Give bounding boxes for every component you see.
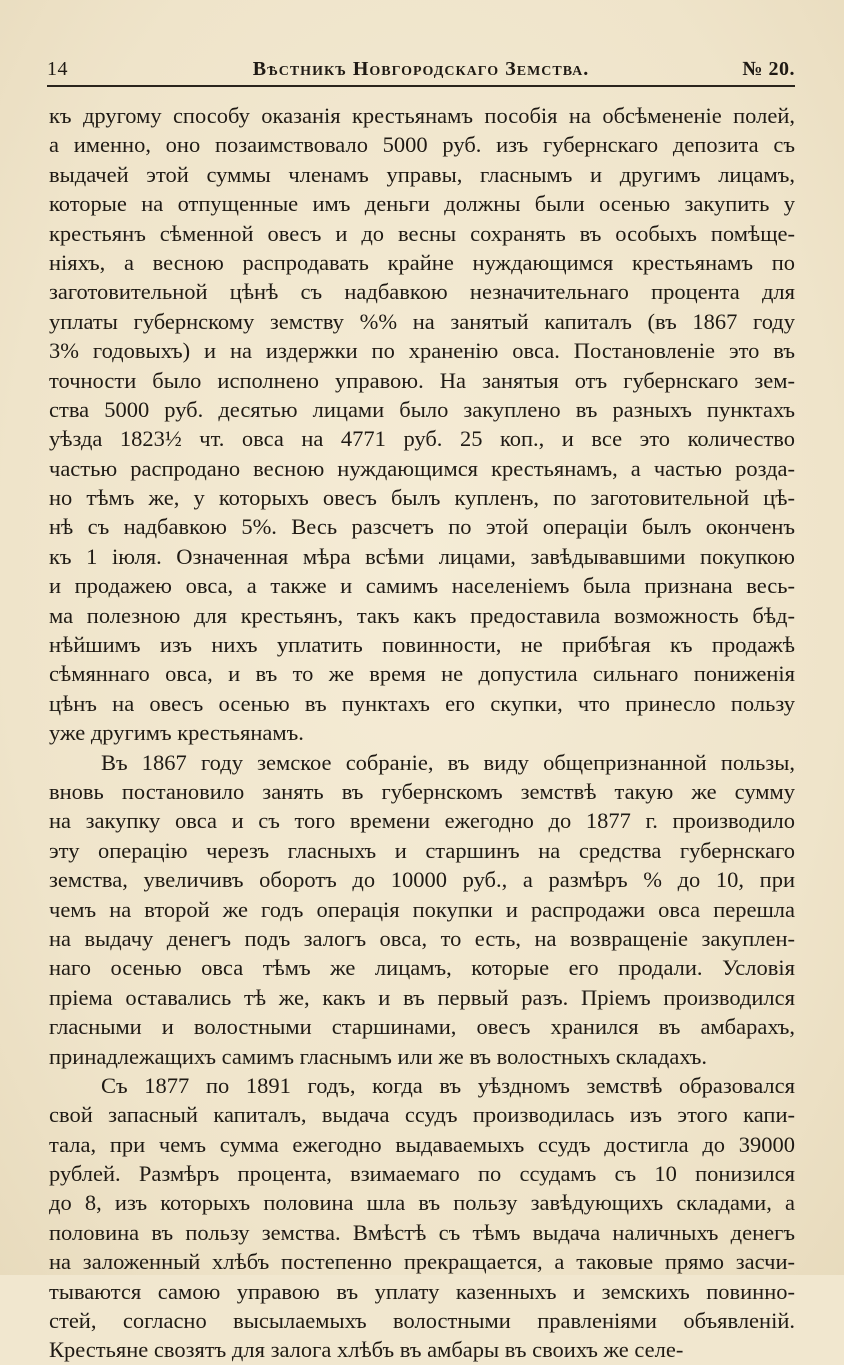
text-line: вновь постановило занять въ губернскомъ земствѣ такую же сумму bbox=[49, 778, 795, 804]
text-line: тала, при чемъ сумма ежегодно выдаваемыхъ ссудъ достигла до 39000 bbox=[49, 1131, 795, 1157]
text-line: а именно, оно позаимствовало 5000 руб. изъ губернскаго депозита съ bbox=[49, 132, 795, 158]
text-line: свой запасный капиталъ, выдача ссудъ производилась изъ этого капи- bbox=[49, 1102, 795, 1128]
text-line: сѣмяннаго овса, и въ то же время не допустила сильнаго пониженія bbox=[49, 661, 795, 687]
paragraph bbox=[49, 1071, 795, 1365]
text-line: Съ 1877 по 1891 годъ, когда въ уѣздномъ земствѣ образовался bbox=[101, 1072, 795, 1098]
text-line: наго осенью овса тѣмъ же лицамъ, которые его продали. Условія bbox=[49, 955, 795, 981]
text-line: и продажею овса, а также и самимъ населеніемъ была признана весь- bbox=[49, 573, 795, 599]
text-line: чемъ на второй же годъ операція покупки и распродажи овса перешла bbox=[49, 896, 795, 922]
text-line: уѣзда 1823½ чт. овса на 4771 руб. 25 коп., и все это количество bbox=[49, 426, 795, 452]
text-line: нѣйшимъ изъ нихъ уплатить повинности, не прибѣгая къ продажѣ bbox=[49, 632, 795, 658]
text-line: эту операцію черезъ гласныхъ и старшинъ на средства губернскаго bbox=[49, 837, 795, 863]
text-line: пріема оставались тѣ же, какъ и въ первый разъ. Пріемъ производился bbox=[49, 984, 795, 1010]
text-line: Крестьяне свозятъ для залога хлѣбъ въ амбары въ своихъ же селе- bbox=[49, 1337, 684, 1363]
text-line: Въ 1867 году земское собраніе, въ виду общепризнанной пользы, bbox=[101, 749, 795, 775]
text-line: земства, увеличивъ оборотъ до 10000 руб., а размѣръ % до 10, при bbox=[49, 867, 795, 893]
issue-number: № 20. bbox=[742, 58, 795, 80]
paragraph bbox=[49, 748, 795, 1071]
text-line: крестьянъ сѣменной овесъ и до весны сохранять въ особыхъ помѣще- bbox=[49, 220, 795, 246]
text-line: выдачей этой суммы членамъ управы, гласнымъ и другимъ лицамъ, bbox=[49, 161, 795, 187]
text-line: рублей. Размѣръ процента, взимаемаго по ссудамъ съ 10 понизился bbox=[49, 1161, 795, 1187]
text-line: принадлежащихъ самимъ гласнымъ или же въ волостныхъ складахъ. bbox=[49, 1043, 707, 1069]
text-line: ніяхъ, а весною распродавать крайне нуждающимся крестьянамъ по bbox=[49, 249, 795, 275]
text-line: но тѣмъ же, у которыхъ овесъ былъ купленъ, по заготовительной цѣ- bbox=[49, 485, 795, 511]
text-line: на закупку овса и съ того времени ежегодно до 1877 г. производило bbox=[49, 808, 795, 834]
text-line: нѣ съ надбавкою 5%. Весь разсчетъ по этой операціи былъ оконченъ bbox=[49, 514, 795, 540]
text-line: ма полезною для крестьянъ, такъ какъ предоставила возможность бѣд- bbox=[49, 602, 795, 628]
text-line: къ 1 іюля. Означенная мѣра всѣми лицами, завѣдывавшими покупкою bbox=[49, 543, 795, 569]
text-line: на выдачу денегъ подъ залогъ овса, то есть, на возвращеніе закуплен- bbox=[49, 925, 795, 951]
body-text bbox=[49, 101, 795, 1365]
text-line: гласными и волостными старшинами, овесъ хранился въ амбарахъ, bbox=[49, 1014, 795, 1040]
running-header bbox=[47, 58, 795, 84]
paragraph bbox=[49, 101, 795, 748]
text-line: половина въ пользу земства. Вмѣстѣ съ тѣмъ выдача наличныхъ денегъ bbox=[49, 1219, 795, 1245]
text-line: частью распродано весною нуждающимся крестьянамъ, а частью розда- bbox=[49, 455, 795, 481]
text-line: цѣнъ на овесъ осенью въ пунктахъ его скупки, что принесло пользу bbox=[49, 690, 795, 716]
text-line: ства 5000 руб. десятью лицами было закуплено въ разныхъ пунктахъ bbox=[49, 396, 795, 422]
text-line: на заложенный хлѣбъ постепенно прекращается, а таковые прямо засчи- bbox=[49, 1249, 795, 1275]
text-line: 3% годовыхъ) и на издержки по храненію овса. Постановленіе это въ bbox=[49, 338, 795, 364]
text-line: стей, согласно высылаемыхъ волостными правленіями объявленій. bbox=[49, 1308, 795, 1334]
text-line: тываются самою управою въ уплату казенныхъ и земскихъ повинно- bbox=[49, 1278, 795, 1304]
text-line: къ другому способу оказанія крестьянамъ пособія на обсѣмененіе полей, bbox=[49, 103, 795, 128]
text-line: которые на отпущенные имъ деньги должны были осенью закупить у bbox=[49, 191, 795, 217]
text-line: заготовительной цѣнѣ съ надбавкою незначительнаго процента для bbox=[49, 279, 795, 305]
journal-title: Вѣстникъ Новгородскаго Земства. bbox=[252, 58, 590, 80]
text-line: уплаты губернскому земству %% на занятый капиталъ (въ 1867 году bbox=[49, 308, 795, 334]
text-line: уже другимъ крестьянамъ. bbox=[49, 720, 304, 746]
page-number: 14 bbox=[47, 58, 68, 80]
text-line: точности было исполнено управою. На занятыя отъ губернскаго зем- bbox=[49, 367, 795, 393]
text-line: до 8, изъ которыхъ половина шла въ пользу завѣдующихъ складами, а bbox=[49, 1190, 795, 1216]
header-rule bbox=[47, 85, 795, 87]
